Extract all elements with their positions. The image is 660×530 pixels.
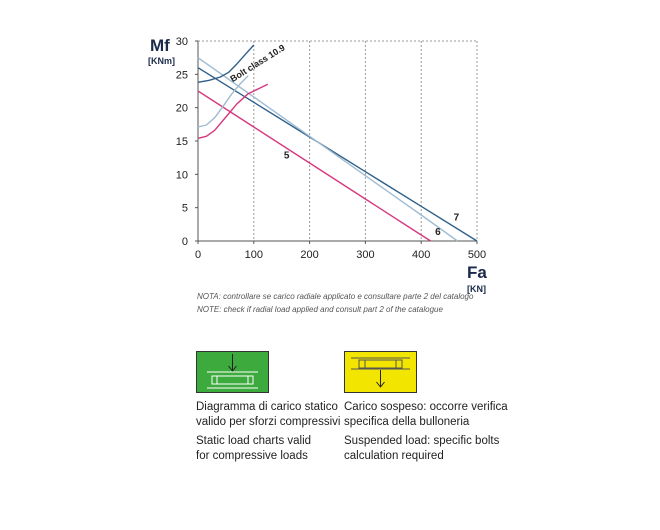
series-line-2 <box>198 91 431 241</box>
note-italian: NOTA: controllare se carico radiale applicato e consultare parte 2 del catalogo <box>197 292 474 301</box>
curve-label: 7 <box>453 212 460 224</box>
x-tick-label: 400 <box>412 249 431 261</box>
suspended-caption-it <box>344 400 508 430</box>
y-tick-label: 0 <box>181 236 188 248</box>
y-tick-label: 25 <box>175 69 188 82</box>
y-tick-label: 20 <box>175 102 188 115</box>
x-tick-label: 100 <box>244 249 263 261</box>
static-caption-en-line1: Static load charts valid <box>196 435 312 447</box>
x-tick-label: 200 <box>300 249 319 261</box>
static-caption-it-line1: Diagramma di carico statico <box>196 401 338 413</box>
y-tick-label: 30 <box>175 36 188 48</box>
compressive-load-icon <box>197 352 268 392</box>
suspended-caption-it-line2: specifica della bulloneria <box>344 416 470 428</box>
static-caption-en <box>196 434 311 464</box>
y-axis-unit: [KNm] <box>148 56 175 66</box>
y-tick-label: 15 <box>175 136 188 148</box>
static-caption-it-line2: valido per sforzi compressivi <box>196 416 341 428</box>
curve-label: 6 <box>435 227 441 238</box>
x-tick-label: 500 <box>467 249 487 261</box>
series-line-1 <box>198 58 458 241</box>
x-tick-label: 300 <box>356 249 375 261</box>
note-english: NOTE: check if radial load applied and consult part 2 of the catalogue <box>197 305 443 314</box>
static-caption-en-line2: for compressive loads <box>196 450 308 462</box>
curve-label: 5 <box>283 150 290 162</box>
suspended-caption-en-line1: Suspended load: specific bolts <box>344 435 500 447</box>
static-load-icon <box>196 351 269 393</box>
curve-label: Bolt class 10.9 <box>228 42 287 85</box>
x-axis-title: Fa <box>467 263 487 282</box>
suspended-load-icon <box>344 351 417 393</box>
suspended-caption-en <box>344 434 499 464</box>
x-axis-unit: [KN] <box>467 284 486 294</box>
series-line-0 <box>198 68 477 241</box>
static-caption-it <box>196 400 340 430</box>
x-tick-label: 0 <box>194 249 202 261</box>
suspended-caption-it-line1: Carico sospeso: occorre verifica <box>344 401 508 413</box>
y-tick-label: 10 <box>175 169 188 182</box>
hanging-load-icon <box>345 352 416 392</box>
y-axis-title: Mf <box>150 36 170 55</box>
suspended-caption-en-line2: calculation required <box>344 450 444 462</box>
y-tick-label: 5 <box>181 202 188 215</box>
